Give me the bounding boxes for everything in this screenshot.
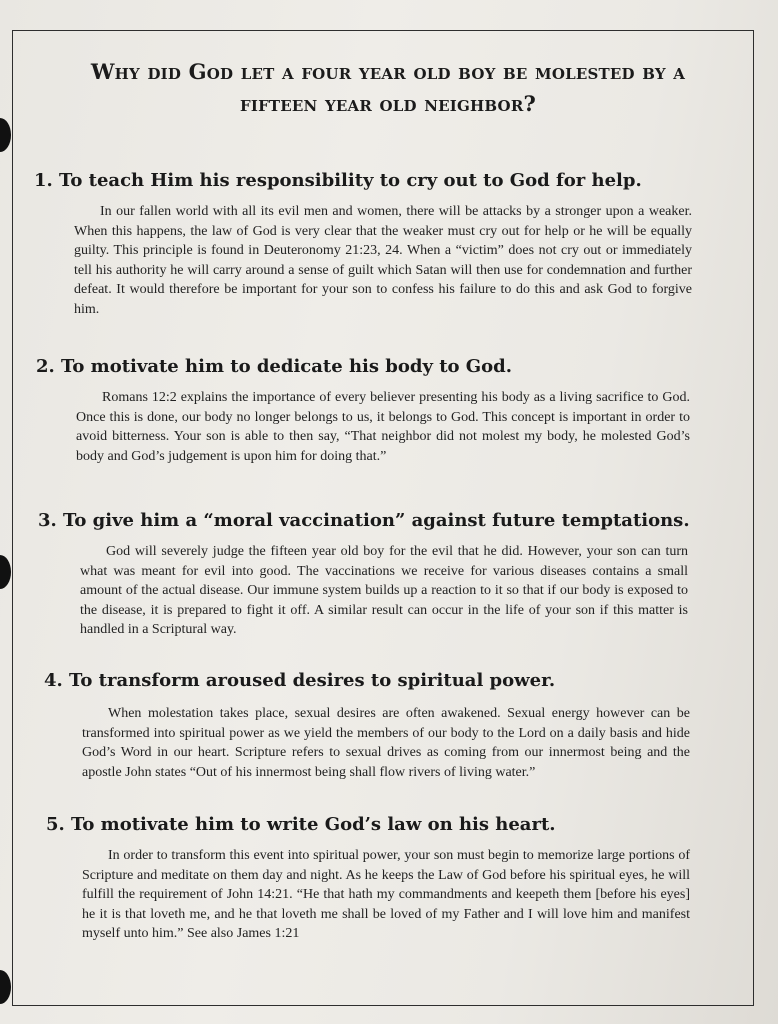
section-heading-2: 2. To motivate him to dedicate his body to God.	[36, 356, 513, 377]
section-heading-3: 3. To give him a “moral vaccination” against future temptations.	[38, 510, 690, 531]
page-title: Why did God let a four year old boy be molested by a fifteen year old neighbor?	[90, 59, 686, 116]
section-heading-5: 5. To motivate him to write God’s law on his heart.	[46, 814, 556, 835]
section-heading-4: 4. To transform aroused desires to spiritual power.	[44, 670, 556, 691]
binder-hole-bottom	[0, 970, 11, 1004]
section-body-5: In order to transform this event into spiritual power, your son must begin to memorize large portions of Scripture and meditate on them day and night. As he keeps the Law of God before his spiritual eyes, he will fulfill the requirement of John 14:21. “He that hath my commandments and keepeth them [before his eyes] he it is that loveth me, and he that loveth me shall be loved of my Father and I will love him and manifest myself unto him.” See also James 1:21	[82, 848, 690, 941]
section-body-1: In our fallen world with all its evil men and women, there will be attacks by a stronger upon a weaker. When this happens, the law of God is very clear that the weaker must cry out for help or he will be equally guilty. This principle is found in Deuteronomy 21:23, 24. When a “victim” does not cry out or immediately tell his authority he will carry around a sense of guilt which Satan will then use for condemnation and further defeat. It would therefore be important for your son to confess his failure to do this and ask God to forgive him.	[74, 204, 692, 317]
section-body-3: God will severely judge the fifteen year old boy for the evil that he did. However, your son can turn what was meant for evil into good. The vaccinations we receive for various diseases contains a small amount of the actual disease. Our immune system builds up a reaction to it so that if our body is exposed to the disease, it is prepared to fight it off. A similar result can occur in the life of your son if this matter is handled in a Scriptural way.	[80, 544, 688, 637]
binder-hole-middle	[0, 555, 11, 589]
section-body-2: Romans 12:2 explains the importance of every believer presenting his body as a living sacrifice to God. Once this is done, our body no longer belongs to us, it belongs to God. This concept is important in order to avoid bitterness. Your son is able to then say, “That neighbor did not molest my body, he molested God’s body and God’s judgement is upon him for doing that.”	[76, 390, 690, 464]
binder-hole-top	[0, 118, 11, 152]
section-heading-1: 1. To teach Him his responsibility to cry out to God for help.	[34, 170, 642, 191]
section-body-4: When molestation takes place, sexual desires are often awakened. Sexual energy however can be transformed into spiritual power as we yield the members of our body to the Lord on a daily basis and hide God’s Word in our heart. Scripture refers to sexual drives as coming from our innermost being and the apostle John states “Out of his innermost being shall flow rivers of living water.”	[82, 706, 690, 780]
